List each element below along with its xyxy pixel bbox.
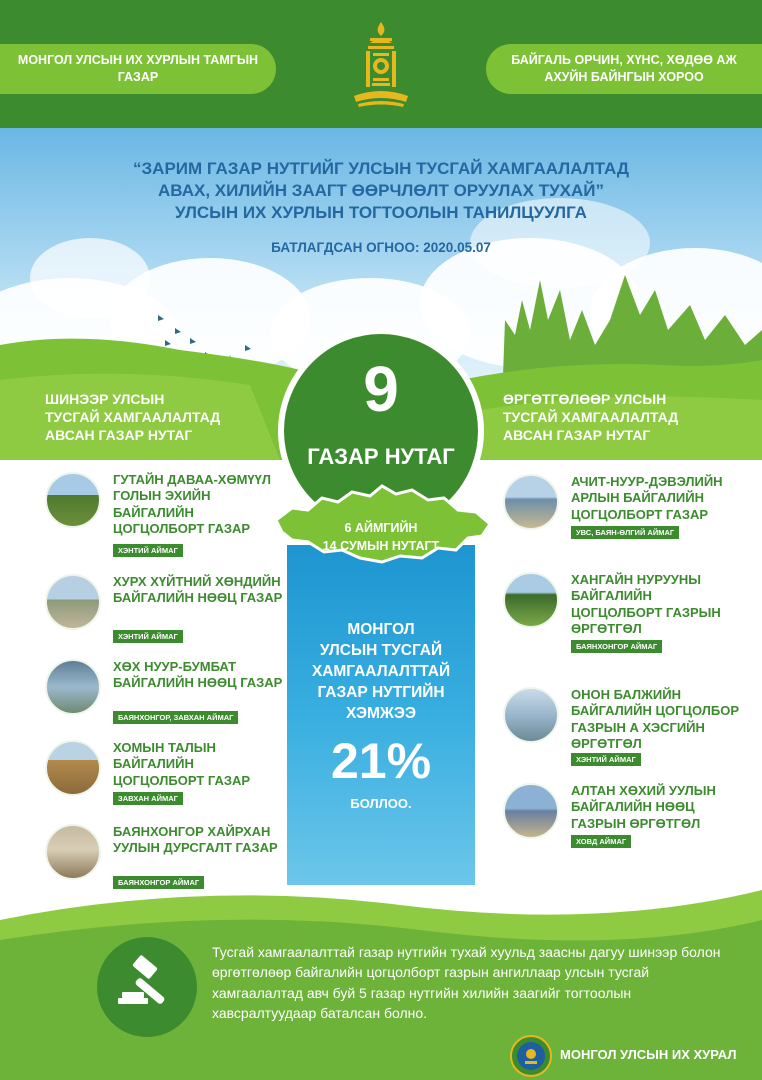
aimag-tag: ХЭНТИЙ АЙМАГ — [571, 753, 641, 766]
item-title: ХАНГАЙН НУРУУНЫ БАЙГАЛИЙН ЦОГЦОЛБОРТ ГАЗРЫН ӨРГӨТГӨЛ — [571, 572, 721, 636]
title-line-2: АВАХ, ХИЛИЙН ЗААГТ ӨӨРЧЛӨЛТ ОРУУЛАХ ТУХАЙ” — [158, 181, 604, 201]
area-photo — [503, 687, 559, 743]
count-label: ГАЗАР НУТАГ — [307, 444, 455, 469]
left-section-heading — [45, 390, 220, 445]
item-title: ГУТАЙН ДАВАА-ХӨМҮҮЛ ГОЛЫН ЭХИЙН БАЙГАЛИЙН ЦОГЦОЛБОРТ ГАЗАР — [113, 472, 271, 536]
item-title: БАЯНХОНГОР ХАЙРХАН УУЛЫН ДУРСГАЛТ ГАЗАР — [113, 824, 278, 856]
column-line-3: ХАМГААЛАЛТТАЙ — [311, 662, 451, 680]
left-heading-line-3: АВСАН ГАЗАР НУТАГ — [45, 427, 193, 444]
right-heading-line-1: ӨРГӨТГӨЛӨӨР УЛСЫН — [503, 391, 667, 407]
percent-suffix: БОЛЛОО. — [350, 796, 412, 811]
item-title: АЛТАН ХӨХИЙ УУЛЫН БАЙГАЛИЙН НӨӨЦ ГАЗРЫН ӨРГӨТГӨЛ — [571, 783, 716, 831]
area-photo — [503, 572, 559, 628]
page-title — [60, 158, 702, 224]
area-photo — [503, 474, 559, 530]
column-line-1: МОНГОЛ — [347, 621, 415, 638]
org-left-badge: МОНГОЛ УЛСЫН ИХ ХУРЛЫН ТАМГЫН ГАЗАР — [0, 44, 276, 94]
area-photo — [45, 740, 101, 796]
soyombo-emblem-icon — [346, 20, 416, 110]
title-line-1: “ЗАРИМ ГАЗАР НУТГИЙГ УЛСЫН ТУСГАЙ ХАМГААЛАЛТАД — [133, 159, 629, 178]
area-photo — [45, 574, 101, 630]
footer-description: Тусгай хамгаалалттай газар нутгийн тухай хуульд заасны дагуу шинээр болон өргөтгөлөөр байгалийн цогцолборт газрын ангиллаар улсын тусгай хамгаалалтад авч буй 5 газар нутгийн хилийн заагийг тогтоолын хавсралтуудаар баталсан болно. — [212, 944, 721, 1021]
footer-brand: МОНГОЛ УЛСЫН ИХ ХУРАЛ — [560, 1047, 737, 1062]
left-heading-line-2: ТУСГАЙ ХАМГААЛАЛТАД — [45, 409, 221, 426]
org-right-badge: БАЙГАЛЬ ОРЧИН, ХҮНС, ХӨДӨӨ АЖ АХУЙН БАЙНГЫН ХОРОО — [486, 44, 762, 94]
item-title: ХУРХ ХҮЙТНИЙ ХӨНДИЙН БАЙГАЛИЙН НӨӨЦ ГАЗАР — [113, 574, 283, 606]
title-line-3: УЛСЫН ИХ ХУРЛЫН ТОГТООЛЫН ТАНИЛЦУУЛГА — [175, 203, 587, 223]
right-section-heading — [503, 390, 678, 445]
parliament-logo-icon — [510, 1035, 552, 1077]
aimag-tag: БАЯНХОНГОР, ЗАВХАН АЙМАГ — [113, 711, 238, 724]
area-photo — [45, 472, 101, 528]
aimag-tag: БАЯНХОНГОР АЙМАГ — [113, 876, 204, 889]
item-title: ОНОН БАЛЖИЙН БАЙГАЛИЙН ЦОГЦОЛБОР ГАЗРЫН А ХЭСГИЙН ӨРГӨТГӨЛ — [571, 687, 739, 751]
area-photo — [45, 659, 101, 715]
aimag-tag: БАЯНХОНГОР АЙМАГ — [571, 640, 662, 653]
aimag-tag: ЗАВХАН АЙМАГ — [113, 792, 183, 805]
item-title: ХОМЫН ТАЛЫН БАЙГАЛИЙН ЦОГЦОЛБОРТ ГАЗАР — [113, 740, 251, 788]
approval-date: БАТЛАГДСАН ОГНОО: 2020.05.07 — [271, 240, 491, 255]
right-heading-line-2: ТУСГАЙ ХАМГААЛАЛТАД — [503, 409, 679, 426]
area-photo — [503, 783, 559, 839]
column-line-5: ХЭМЖЭЭ — [346, 704, 416, 722]
gavel-icon — [110, 950, 184, 1024]
aimag-tag: УВС, БАЯН-ӨЛГИЙ АЙМАГ — [571, 526, 679, 539]
count-number: 9 — [363, 353, 399, 425]
column-caption — [287, 620, 475, 725]
column-line-2: УЛСЫН ТУСГАЙ — [319, 641, 443, 659]
aimag-tag: ХОВД АЙМАГ — [571, 835, 631, 848]
column-line-4: ГАЗАР НУТГИЙН — [317, 683, 445, 701]
aimag-tag: ХЭНТИЙ АЙМАГ — [113, 630, 183, 643]
aimag-tag: ХЭНТИЙ АЙМАГ — [113, 544, 183, 557]
left-heading-line-1: ШИНЭЭР УЛСЫН — [45, 391, 165, 407]
aimag-count — [278, 520, 484, 555]
aimag-line-1: 6 АЙМГИЙН — [344, 521, 418, 535]
percent-value: 21% — [330, 733, 432, 789]
item-title: ХӨХ НУУР-БУМБАТ БАЙГАЛИЙН НӨӨЦ ГАЗАР — [113, 659, 283, 691]
aimag-line-2: 14 СУМЫН НУТАГТ — [322, 538, 440, 553]
right-heading-line-3: АВСАН ГАЗАР НУТАГ — [503, 427, 651, 444]
item-title: АЧИТ-НУУР-ДЭВЭЛИЙН АРЛЫН БАЙГАЛИЙН ЦОГЦОЛБОРТ ГАЗАР — [571, 474, 723, 522]
